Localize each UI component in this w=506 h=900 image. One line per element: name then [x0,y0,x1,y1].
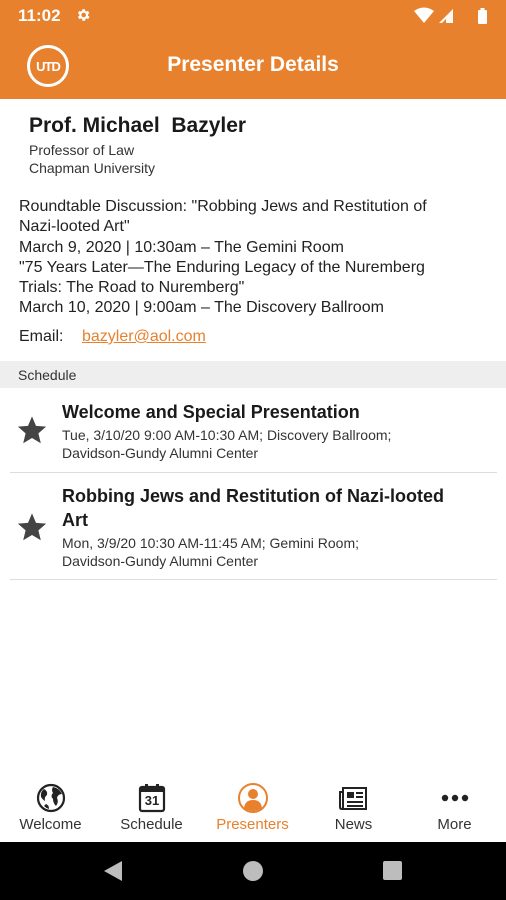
globe-icon [35,782,67,814]
star-icon[interactable] [16,511,48,543]
nav-item-presenters[interactable] [202,775,303,842]
nav-item-welcome[interactable] [0,775,101,842]
status-icons [412,7,492,25]
nav-label: Welcome [19,816,82,833]
presenter-bio [19,197,489,319]
wifi-icon [414,8,434,24]
session-title-line: Welcome and Special Presentation [62,402,360,422]
bio-line: March 10, 2020 | 9:00am – The Discovery Ballroom [19,299,384,317]
calendar-day: 31 [144,793,160,808]
app-bar [0,32,506,99]
person-icon [237,782,269,814]
nav-label: More [437,816,472,833]
session-meta [62,534,492,570]
email-link[interactable]: bazyler@aol.com [82,328,206,345]
logo-text: UTD [36,58,60,74]
battery-icon [478,8,487,24]
bio-line: "75 Years Later—The Enduring Legacy of the Nuremberg [19,258,425,276]
nav-item-news[interactable] [303,775,404,842]
bio-line: Roundtable Discussion: "Robbing Jews and Restitution of [19,198,427,215]
presenter-name: Prof. Michael Bazyler [29,114,247,137]
session-meta-line: Tue, 3/10/20 9:00 AM-10:30 AM; Discovery Ballroom; [62,427,392,443]
session-meta [62,426,492,462]
session-title [62,400,492,424]
session-title [62,484,492,532]
recent-apps-icon[interactable] [383,861,402,880]
email-row [19,328,206,346]
status-bar [0,0,506,32]
bio-line: Trials: The Road to Nuremberg" [19,279,245,297]
schedule-header-label: Schedule [18,367,77,383]
status-time: 11:02 [18,6,61,25]
session-meta-line: Davidson-Gundy Alumni Center [62,445,259,461]
star-icon[interactable] [16,414,48,446]
nav-label: News [334,816,373,833]
session-title-line: Robbing Jews and Restitution of Nazi-looted [62,486,444,506]
session-item[interactable] [0,473,506,580]
bottom-nav [0,775,506,842]
newspaper-icon [338,782,370,814]
back-icon[interactable] [103,860,123,882]
system-nav-bar [0,842,506,900]
session-title-line: Art [62,510,88,530]
session-list [0,388,506,580]
more-dots-icon [439,782,471,814]
home-icon[interactable] [243,861,263,881]
nav-item-schedule[interactable] [101,775,202,842]
session-item[interactable] [0,388,506,473]
presenter-organization: Chapman University [29,160,156,176]
schedule-section-header [0,361,506,388]
nav-label: Schedule [120,816,183,833]
session-meta-line: Davidson-Gundy Alumni Center [62,553,259,569]
presenter-title: Professor of Law [29,142,135,158]
session-meta-line: Mon, 3/9/20 10:30 AM-11:45 AM; Gemini Room; [62,535,360,551]
gear-icon [75,7,91,23]
bio-line: Nazi-looted Art" [19,218,130,236]
email-label: Email: [19,328,64,345]
signal-icon [439,9,453,23]
nav-label: Presenters [216,816,289,833]
nav-item-more[interactable] [404,775,505,842]
divider [10,579,497,580]
page-title: Presenter Details [167,53,339,76]
bio-line: March 9, 2020 | 10:30am – The Gemini Room [19,238,344,256]
